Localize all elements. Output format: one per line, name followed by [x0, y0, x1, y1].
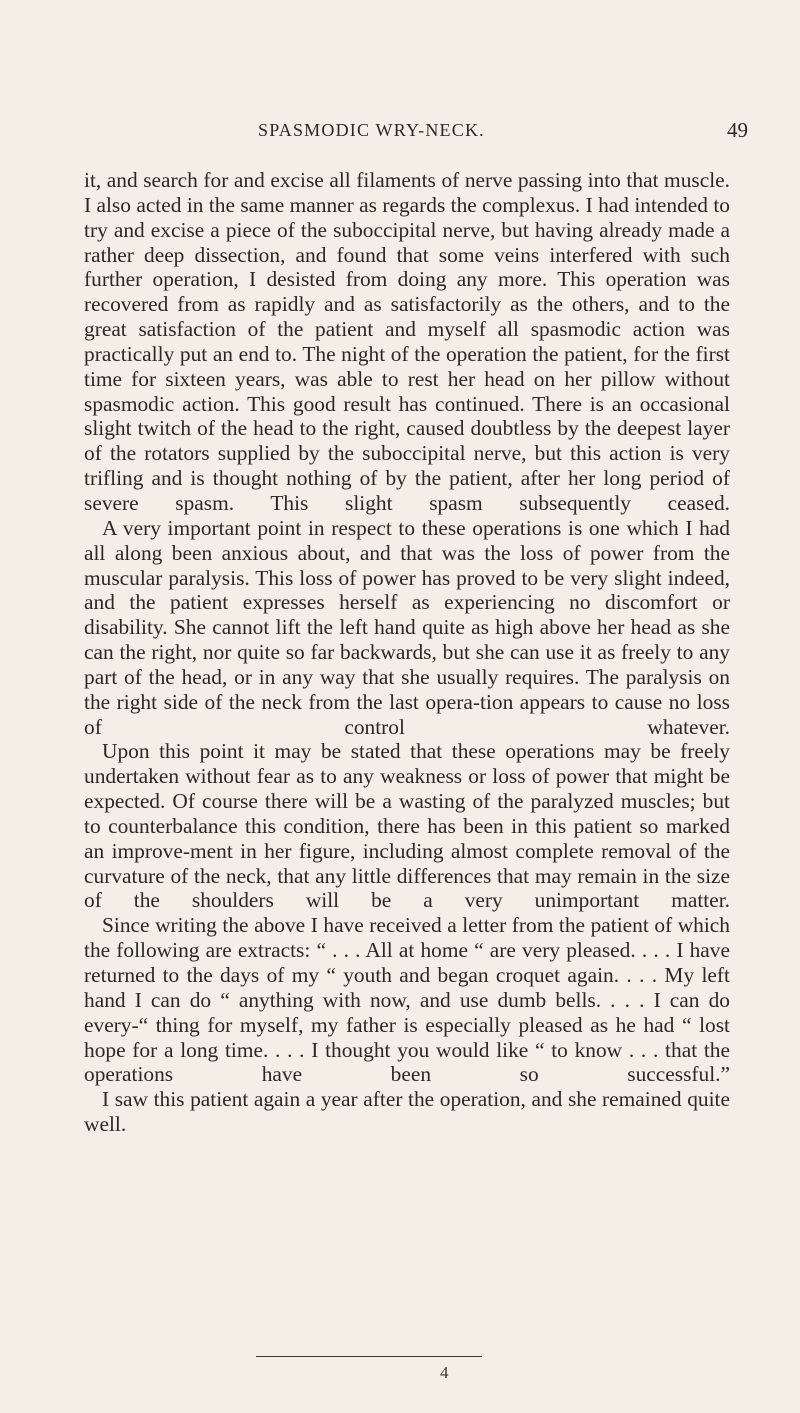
running-head [0, 118, 800, 144]
paragraph-2: A very important point in respect to these operations is one which I had all along been anxious about, and that was the loss of power from the muscular paralysis. This loss of power has proved to be very slight indeed, and the patient expresses herself as experiencing no discomfort or disability. She cannot lift the left hand quite as high above her head as she can the right, nor quite so far backwards, but she can use it as freely to any part of the head, or in any way that she usually requires. The paralysis on the right side of the neck from the last opera-tion appears to cause no loss of control whatever. [84, 515, 730, 739]
paragraph-1: it, and search for and excise all filaments of nerve passing into that muscle. I also acted in the same manner as regards the complexus. I had intended to try and excise a piece of the suboccipital nerve, but having already made a rather deep dissection, and found that some veins interfered with such further operation, I desisted from doing any more. This operation was recovered from as rapidly and as satisfactorily as the others, and to the great satisfaction of the patient and myself all spasmodic action was practically put an end to. The night of the operation the patient, for the first time for sixteen years, was able to rest her head on her pillow without spasmodic action. This good result has continued. There is an occasional slight twitch of the head to the right, caused doubtless by the deepest layer of the rotators supplied by the suboccipital nerve, but this action is very trifling and is thought nothing of by the patient, after her long period of severe spasm. This slight spasm subsequently ceased. [84, 168, 730, 515]
paragraph-4: Since writing the above I have received a letter from the patient of which the following are extracts: “ . . . All at home “ are very pleased. . . . I have returned to the days of my “ youth and began croquet again. . . . My left hand I can do “ anything with now, and use dumb bells. . . . I can do every-“ thing for myself, my father is especially pleased as he had “ lost hope for a long time. . . . I thought you would like “ to know . . . that the operations have been so successful.” [84, 913, 730, 1087]
page-number: 49 [727, 118, 748, 142]
paragraph-3: Upon this point it may be stated that these operations may be freely undertaken without fear as to any weakness or loss of power that might be expected. Of course there will be a wasting of the paralyzed muscles; but to counterbalance this condition, there has been in this patient so marked an improve-ment in her figure, including almost complete removal of the curvature of the neck, that any little differences that may remain in the size of the shoulders will be a very unimportant matter. [84, 739, 730, 913]
paragraph-5: I saw this patient again a year after the operation, and she remained quite well. [84, 1087, 730, 1137]
running-title: SPASMODIC WRY-NECK. [258, 120, 485, 140]
signature-mark: 4 [440, 1363, 449, 1382]
body-text [84, 168, 730, 1137]
footer-rule [256, 1356, 482, 1357]
